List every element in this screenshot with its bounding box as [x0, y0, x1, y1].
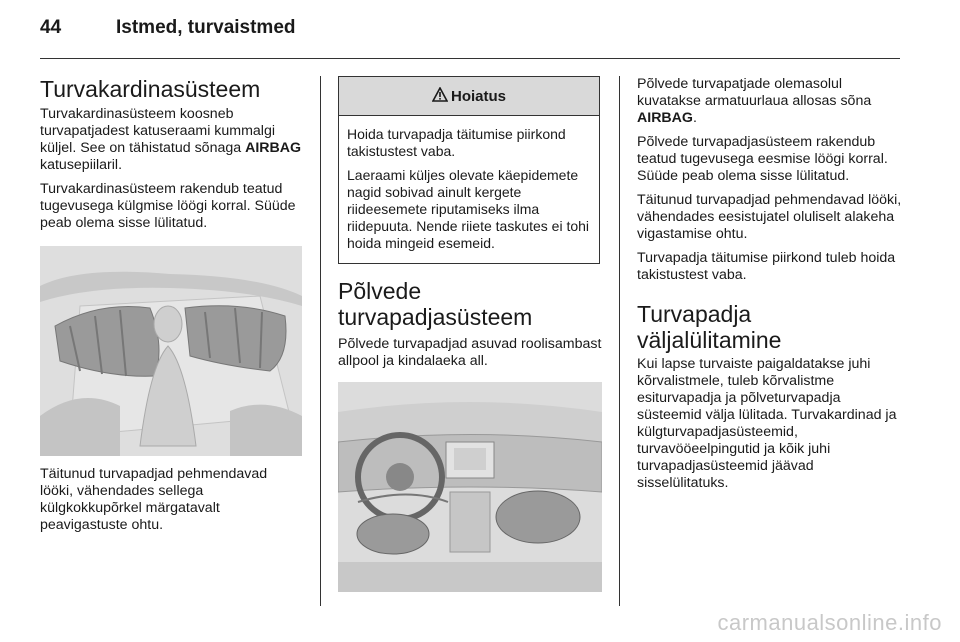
figure-curtain-airbag — [40, 246, 302, 456]
paragraph-knee-indicator: Põlvede turvapatjade olemasolul kuvatakse armatuurlaua allosas sõna AIRBAG. — [637, 76, 872, 126]
paragraph-knee-location: Põlvede turvapadjad asuvad roolisambast allpool ja kindalaeka all. — [338, 336, 602, 369]
page-header — [40, 17, 900, 61]
warning-title: Hoiatus — [450, 87, 506, 105]
chapter-title: Istmed, turvaistmed — [116, 17, 296, 38]
section-heading-curtain-airbag: Turvakardinasüsteem — [40, 76, 261, 102]
figure-knee-airbag — [338, 382, 602, 592]
column-divider-2 — [619, 76, 620, 606]
column-2 — [338, 76, 602, 592]
page-number: 44 — [40, 17, 62, 38]
column-divider-1 — [320, 76, 321, 606]
paragraph-deactivation: Kui lapse turvaiste paigaldatakse juhi kõrvalistmele, tuleb kõrvalistme esiturvapadja ja põlveturvapadja süsteemid välja lülitada. Turvakardinad ja külgturvapadjasüsteemid, turvavööeelpingutid ja kõik juhi turvapadjasüsteemid jäävad sisselülitatuks. — [637, 356, 897, 491]
warning-triangle-icon — [432, 87, 448, 106]
paragraph-curtain-deploy: Turvakardinasüsteem rakendub teatud tugevusega külgmise löögi korral. Süüde peab olema sisse lülitatud. — [40, 181, 296, 231]
paragraph-knee-effect: Täitunud turvapadjad pehmendavad lööki, vähendades eesistujatel oluliselt alakeha vigastamise ohtu. — [637, 192, 902, 242]
column-1 — [40, 76, 302, 541]
watermark: carmanualsonline.info — [717, 610, 942, 635]
figure-caption-curtain: Täitunud turvapadjad pehmendavad lööki, vähendades sellega külgkokkupõrkel märgatavalt peavigastuste ohtu. — [40, 466, 268, 533]
warning-box — [338, 76, 600, 264]
section-heading-airbag-deactivation: Turvapadja väljalülitamine — [637, 301, 782, 353]
warning-header — [339, 77, 599, 116]
warning-text-2: Laeraami küljes olevate käepidemete nagid sobivad ainult kergete riideesemete riputamiseks ilma riidepuuta. Nende riiete taskutes ei tohi hoida mingeid esemeid. — [347, 167, 590, 251]
paragraph-knee-clear: Turvapadja täitumise piirkond tuleb hoida takistustest vaba. — [637, 250, 896, 283]
warning-body — [339, 116, 599, 263]
paragraph-knee-deploy: Põlvede turvapadjasüsteem rakendub teatud tugevusega eesmise löögi korral. Süüde peab olema sisse lülitatud. — [637, 134, 888, 184]
section-heading-knee-airbag: Põlvede turvapadjasüsteem — [338, 278, 533, 330]
header-rule — [40, 58, 900, 59]
paragraph-curtain-intro: Turvakardinasüsteem koosneb turvapatjadest katuseraami kummalgi küljel. See on tähistatud sõnaga AIRBAG katusepiilaril. — [40, 106, 302, 173]
warning-text-1: Hoida turvapadja täitumise piirkond takistustest vaba. — [347, 126, 566, 159]
column-3 — [637, 76, 902, 499]
